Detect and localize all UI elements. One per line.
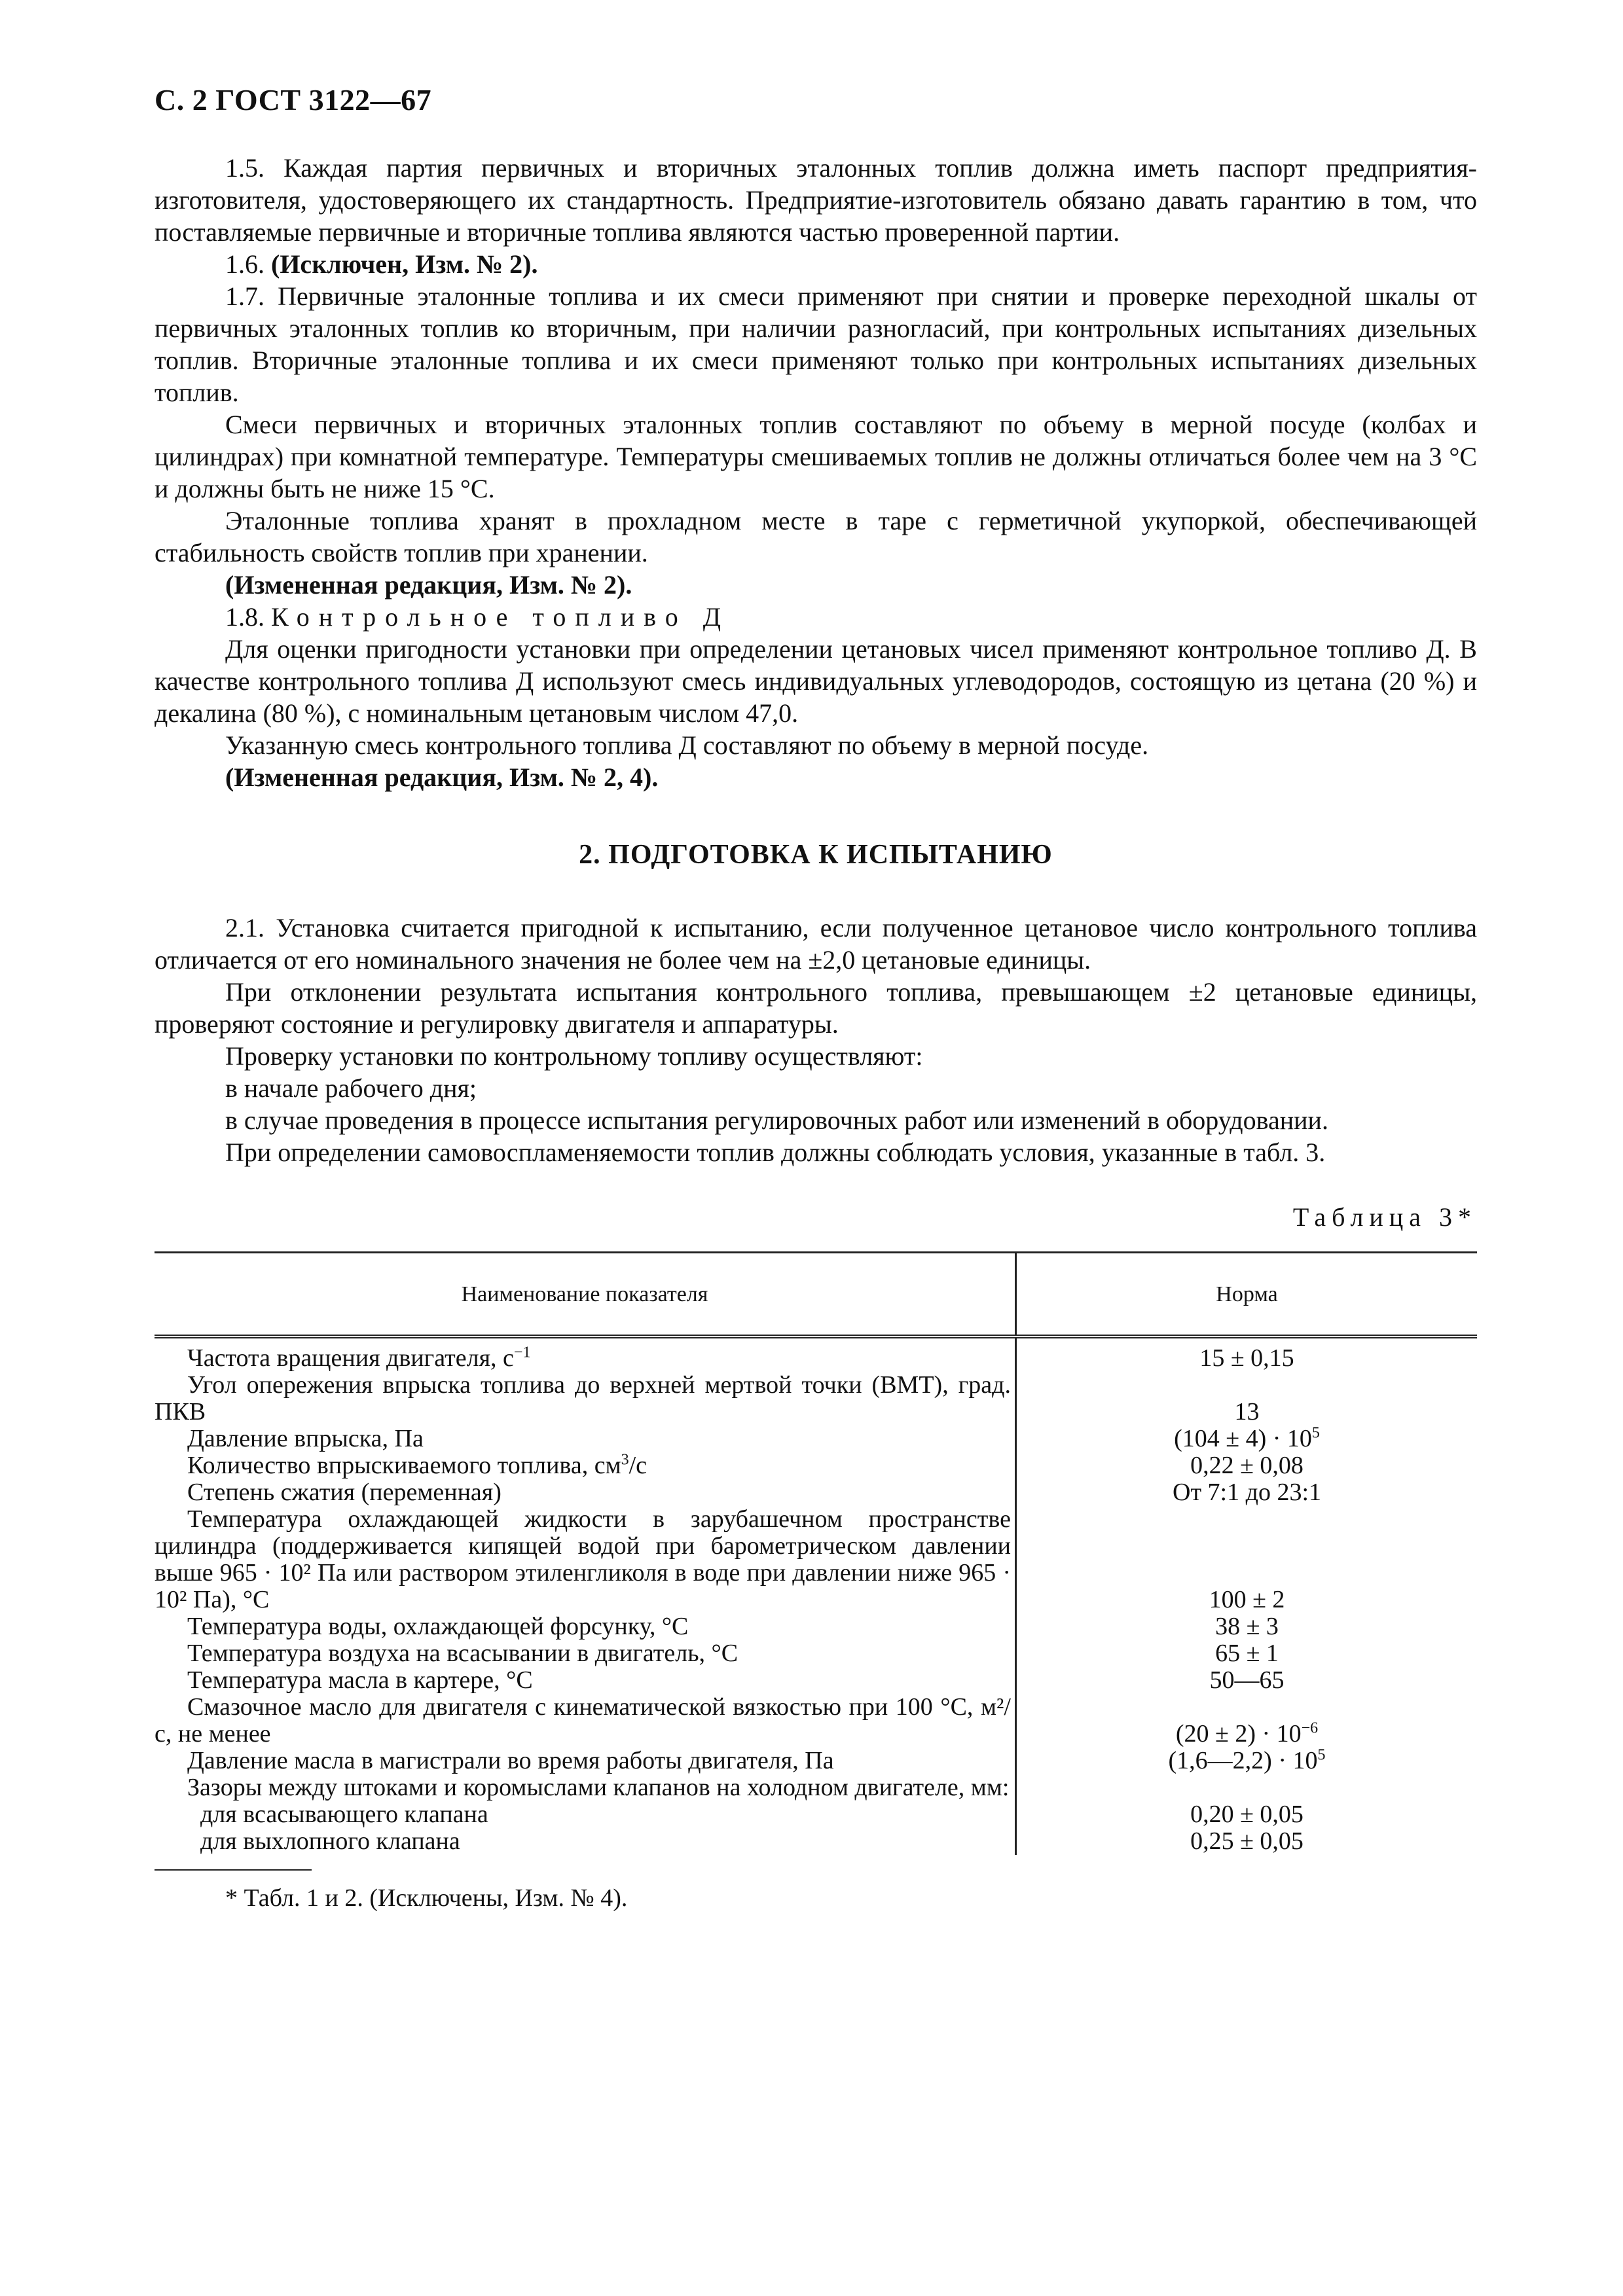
- paragraph-check: Проверку установки по контрольному топливу осуществляют:: [225, 1041, 923, 1071]
- paragraph-1-6: [155, 248, 1477, 280]
- row-value: $(104 \pm 4) \cdot 10^5$: [1174, 1424, 1320, 1452]
- row-name: Степень сжатия (переменная): [155, 1479, 1016, 1506]
- table-row: [155, 1479, 1477, 1506]
- table-row: [155, 1774, 1477, 1801]
- table-row: [155, 1426, 1477, 1452]
- paragraph-control-fuel: Для оценки пригодности установки при определении цетановых чисел применяют контрольное топливо Д. В качестве контрольного топлива Д используют смесь индивидуальных углеводородов, состоящую из цетана (20 %) и декалина (80 %), с номинальным цетановым числом 47,0.: [155, 634, 1477, 728]
- table-row: [155, 1336, 1477, 1372]
- paragraph-conditions: При определении самовоспламеняемости топлив должны соблюдать условия, указанные в табл. 3.: [225, 1138, 1326, 1167]
- page-header: С. 2 ГОСТ 3122—67: [155, 83, 432, 117]
- row-name: Температура охлаждающей жидкости в зарубашечном пространстве цилиндра (поддерживается кипящей водой при барометрическом давлении выше 965 · 10² Па или раствором этиленгликоля в воде при давлении ниже 965 · 10² Па), °С: [155, 1506, 1016, 1613]
- row-value: 65 ± 1: [1215, 1640, 1279, 1667]
- paragraph-1-7: 1.7. Первичные эталонные топлива и их смеси применяют при снятии и проверке переходной шкалы от первичных эталонных топлив ко вторичным, при наличии разногласий, при контрольных испытаниях дизельных топлив. Вторичные эталонные топлива и их смеси применяют только при контрольных испытаниях дизельных топлив.: [155, 281, 1477, 407]
- row-value: 0,25 ± 0,05: [1190, 1827, 1304, 1855]
- table-row: [155, 1748, 1477, 1774]
- row-name: Количество впрыскиваемого топлива, $см^3/с$: [155, 1452, 1016, 1479]
- row-value: (1,6—2,2) · $10^5$: [1168, 1746, 1326, 1774]
- row-name: Температура воды, охлаждающей форсунку, °С: [155, 1613, 1016, 1640]
- row-name: Температура масла в картере, °С: [155, 1667, 1016, 1694]
- row-name: Зазоры между штоками и коромыслами клапанов на холодном двигателе, мм:: [155, 1774, 1016, 1801]
- table-row: [155, 1667, 1477, 1694]
- row-name: для выхлопного клапана: [155, 1828, 1016, 1855]
- footnote-rule: [155, 1869, 312, 1871]
- paragraph-check-a: в начале рабочего дня;: [225, 1073, 477, 1103]
- amendment-note: (Измененная редакция, Изм. № 2).: [225, 570, 632, 600]
- row-value: От 7:1 до 23:1: [1173, 1479, 1321, 1506]
- paragraph-deviation: При отклонении результата испытания контрольного топлива, превышающем ±2 цетановые единицы, проверяют состояние и регулировку двигателя и аппаратуры.: [155, 977, 1477, 1039]
- row-value: 0,22 ± 0,08: [1190, 1452, 1304, 1479]
- row-name: для всасывающего клапана: [155, 1801, 1016, 1828]
- table-row: [155, 1613, 1477, 1640]
- row-name: Давление масла в магистрали во время работы двигателя, Па: [155, 1748, 1016, 1774]
- table-row: [155, 1506, 1477, 1613]
- paragraph-mixtures: Смеси первичных и вторичных эталонных топлив составляют по объему в мерной посуде (колбах и цилиндрах) при комнатной температуре. Температуры смешиваемых топлив не должны отличаться более чем на 3 °С и должны быть не ниже 15 °С.: [155, 410, 1477, 503]
- row-value: $(20 \pm 2) \cdot 10^{-6}$: [1175, 1719, 1319, 1748]
- section-title: 2. ПОДГОТОВКА К ИСПЫТАНИЮ: [579, 840, 1053, 870]
- row-value: [1016, 1774, 1478, 1801]
- clause-number: 1.8.: [225, 602, 264, 632]
- table-row: [155, 1694, 1477, 1748]
- row-value: 50—65: [1209, 1666, 1285, 1694]
- row-value: 38 ± 3: [1215, 1613, 1279, 1640]
- table-row: [155, 1828, 1477, 1855]
- paragraph-2-1: 2.1. Установка считается пригодной к испытанию, если полученное цетановое число контрольного топлива отличается от его номинального значения не более чем на ±2,0 цетановые единицы.: [155, 913, 1477, 975]
- row-value: 15 ± 0,15: [1199, 1344, 1294, 1372]
- paragraph-storage: Эталонные топлива хранят в прохладном месте в таре с герметичной укупоркой, обеспечивающей стабильность свойств топлив при хранении.: [155, 506, 1477, 567]
- table-row: [155, 1640, 1477, 1667]
- table-row: [155, 1372, 1477, 1426]
- spec-table: [155, 1251, 1477, 1855]
- row-name: Угол опережения впрыска топлива до верхней мертвой точки (ВМТ), град. ПКВ: [155, 1372, 1016, 1426]
- clause-title: Контрольное топливо Д: [271, 602, 731, 632]
- document-body: [155, 152, 1477, 1914]
- paragraph-control-fuel-2: Указанную смесь контрольного топлива Д составляют по объему в мерной посуде.: [225, 730, 1149, 760]
- table-row: [155, 1452, 1477, 1479]
- table-caption: Таблица 3*: [1292, 1202, 1477, 1232]
- table-header-name: Наименование показателя: [155, 1253, 1016, 1337]
- row-name: Смазочное масло для двигателя с кинематической вязкостью при 100 °С, м²/с, не менее: [155, 1694, 1016, 1748]
- clause-note: (Исключен, Изм. № 2).: [271, 249, 538, 279]
- amendment-note: (Измененная редакция, Изм. № 2, 4).: [225, 762, 659, 792]
- row-value: 13: [1234, 1398, 1260, 1426]
- paragraph-check-b: в случае проведения в процессе испытания регулировочных работ или изменений в оборудовании.: [225, 1105, 1328, 1135]
- row-value: 100 ± 2: [1209, 1586, 1285, 1613]
- footnote: * Табл. 1 и 2. (Исключены, Изм. № 4).: [225, 1884, 628, 1912]
- spec-table-body: [155, 1336, 1477, 1855]
- paragraph-1-8: [155, 601, 1477, 633]
- row-name: Частота вращения двигателя, $с^{-1}$: [155, 1336, 1016, 1372]
- paragraph-1-5: 1.5. Каждая партия первичных и вторичных эталонных топлив должна иметь паспорт предприятия-изготовителя, удостоверяющего их стандартность. Предприятие-изготовитель обязано давать гарантию в том, что поставляемые первичные и вторичные топлива являются частью проверенной партии.: [155, 153, 1477, 247]
- row-name: Температура воздуха на всасывании в двигатель, °С: [155, 1640, 1016, 1667]
- clause-number: 1.6.: [225, 249, 264, 279]
- table-header-norm: Норма: [1016, 1253, 1478, 1337]
- row-value: 0,20 ± 0,05: [1190, 1801, 1304, 1828]
- table-row: [155, 1801, 1477, 1828]
- row-name: Давление впрыска, Па: [155, 1426, 1016, 1452]
